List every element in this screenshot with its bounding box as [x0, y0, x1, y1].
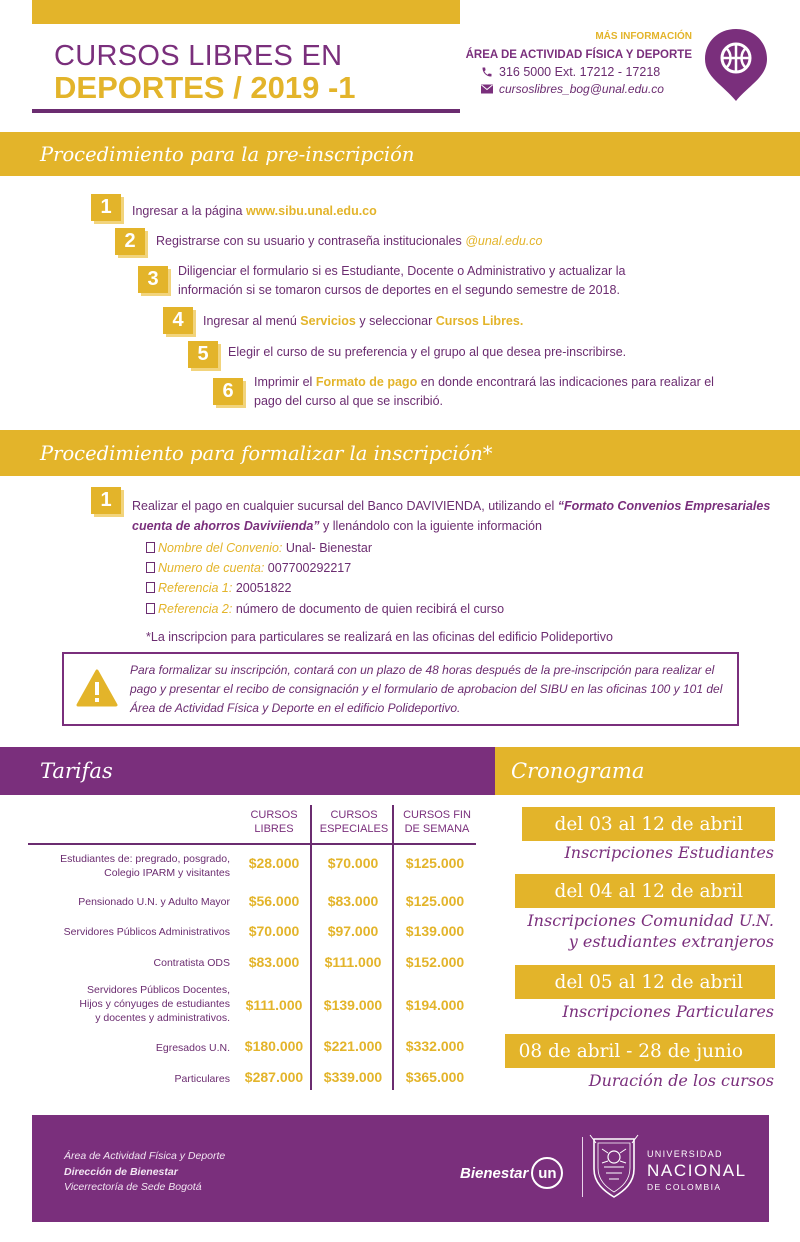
field-label: Numero de cuenta: [158, 561, 265, 575]
step-3-text: Diligenciar el formulario si es Estudiante, Docente o Administrativo y actualizar la información si se tomaron cursos de deportes en el segundo semestre de 2018. [178, 264, 626, 297]
field-label: Referencia 1: [158, 581, 233, 595]
price-cell: $56.000 [248, 893, 300, 909]
footer-line-area: Área de Actividad Física y Deporte [64, 1150, 226, 1162]
field-value: 20051822 [232, 581, 292, 595]
phone-icon [481, 66, 493, 78]
more-info-label: MÁS INFORMACIÓN [595, 31, 692, 42]
row-label-line: Servidores Públicos Docentes, [87, 984, 230, 996]
step-6-pre: Imprimir el [254, 375, 316, 389]
cronograma-label [527, 910, 774, 952]
tarifas-title: Tarifas [40, 759, 113, 783]
row-label-contratista [154, 956, 230, 970]
row-label-line: Hijos y cónyuges de estudiantes [79, 998, 230, 1010]
row-label-line: Egresados U.N. [155, 1042, 230, 1054]
price-cell: $97.000 [327, 923, 379, 939]
formalizar-step-text [132, 496, 772, 536]
cronograma-header [495, 747, 800, 795]
price-cell: $83.000 [248, 954, 300, 970]
step-4-cursos-libres: Cursos Libres. [435, 314, 524, 328]
row-label-egresados [156, 1041, 230, 1055]
title-underline [32, 109, 460, 113]
warning-text: Para formalizar su inscripción, contará con un plazo de 48 horas después de la pre-inscripción para realizar el pago y presentar el recibo de consignación y el formulario de aprobacion del SIBU en las oficinas 100 y 101 del Área de Actividad Física y Deporte en el edificio Polideportivo. [130, 663, 723, 715]
col-head-line: CURSOS [330, 809, 378, 821]
university-line-3: DE COLOMBIA [647, 1182, 722, 1192]
col-head-line: ESPECIALES [319, 823, 389, 835]
step-4-text [203, 312, 523, 331]
basketball-icon [703, 27, 769, 103]
row-label-line: Pensionado U.N. y Adulto Mayor [78, 896, 230, 908]
field-value: número de documento de quien recibirá el curso [232, 602, 505, 616]
col-head-line: CURSOS [250, 809, 298, 821]
cronograma-date-text: del 04 al 12 de abril [554, 880, 743, 902]
top-gold-bar [32, 0, 460, 24]
row-label-line: Colegio IPARM y visitantes [104, 867, 230, 879]
step-6-post: en donde encontrará las indicaciones para realizar el pago del curso al que se inscribió. [254, 375, 714, 408]
mail-icon [481, 84, 493, 94]
university-seal-icon [588, 1133, 640, 1199]
tarifas-header [0, 747, 495, 795]
price-cell: $139.000 [323, 997, 383, 1013]
cronograma-title: Cronograma [511, 759, 645, 783]
cronograma-label-line: Inscripciones Estudiantes [564, 843, 774, 862]
price-cell: $70.000 [327, 855, 379, 871]
title-line-2: DEPORTES / 2019 -1 [54, 70, 356, 105]
preinscripcion-title: Procedimiento para la pre-inscripción [40, 142, 415, 166]
warning-icon [76, 669, 118, 707]
formalizar-title: Procedimiento para formalizar la inscripción* [40, 441, 493, 465]
field-label: Referencia 2: [158, 602, 233, 616]
footer-text [64, 1149, 225, 1196]
step-2-domain: @unal.edu.co [465, 234, 543, 248]
price-cell: $180.000 [244, 1038, 304, 1054]
price-cell: $287.000 [244, 1069, 304, 1085]
field-nombre-convenio [146, 541, 372, 555]
col-head-especiales [313, 808, 395, 836]
formalizar-header [0, 430, 800, 476]
row-label-pensionado [78, 895, 230, 909]
bienestar-logo [460, 1157, 563, 1189]
step-4-servicios: Servicios [300, 314, 356, 328]
price-cell: $194.000 [405, 997, 465, 1013]
cronograma-label-line: y estudiantes extranjeros [568, 932, 774, 951]
step-2-number: 2 [115, 228, 145, 255]
price-cell: $70.000 [248, 923, 300, 939]
row-label-line: y docentes y administrativos. [95, 1012, 230, 1024]
cronograma-label-line: Inscripciones Comunidad U.N. [527, 911, 774, 930]
un-circle-icon: un [531, 1157, 563, 1189]
price-cell: $83.000 [327, 893, 379, 909]
cronograma-label [589, 1070, 774, 1091]
step-6-formato: Formato de pago [315, 375, 418, 389]
field-value: Unal- Bienestar [282, 541, 372, 555]
price-cell: $339.000 [323, 1069, 383, 1085]
info-email[interactable] [481, 82, 664, 96]
checkbox-icon [146, 582, 155, 593]
step-4-mid: y seleccionar [355, 314, 436, 328]
phone-text: 316 5000 Ext. 17212 - 17218 [499, 65, 661, 79]
checkbox-icon [146, 542, 155, 553]
row-label-line: Contratista ODS [153, 957, 230, 969]
bienestar-text: Bienestar [460, 1164, 529, 1182]
row-label-line: Particulares [174, 1073, 230, 1085]
step-2-pre: Registrarse con su usuario y contraseña institucionales [156, 234, 466, 248]
step-5-text: Elegir el curso de su preferencia y el grupo al que desea pre-inscribirse. [228, 345, 627, 359]
row-label-servidores-admin [64, 925, 230, 939]
row-label-estudiantes [60, 852, 230, 880]
step-1-number: 1 [91, 194, 121, 221]
cronograma-date [515, 874, 775, 908]
price-cell: $152.000 [405, 954, 465, 970]
table-header-rule [28, 843, 476, 845]
field-value: 007700292217 [264, 561, 352, 575]
step-1-pre: Ingresar a la página [132, 204, 246, 218]
price-cell: $125.000 [405, 893, 465, 909]
price-cell: $332.000 [405, 1038, 465, 1054]
cronograma-date-text: del 05 al 12 de abril [554, 971, 743, 993]
field-referencia-1 [146, 581, 291, 595]
field-referencia-2 [146, 602, 504, 616]
university-line-1: UNIVERSIDAD [647, 1149, 723, 1159]
col-head-line: CURSOS FIN [403, 809, 471, 821]
col-head-fin-semana [396, 808, 478, 836]
footer-divider [582, 1137, 583, 1197]
checkbox-icon [146, 562, 155, 573]
particulares-note: *La inscripcion para particulares se realizará en las oficinas del edificio Polideportivo [146, 630, 613, 644]
price-cell: $221.000 [323, 1038, 383, 1054]
email-text: cursoslibres_bog@unal.edu.co [499, 82, 664, 96]
col-head-libres [238, 808, 310, 836]
university-line-2: NACIONAL [647, 1161, 747, 1180]
footer-line-direccion: Dirección de Bienestar [64, 1165, 178, 1178]
step-6-text [254, 373, 724, 411]
formalizar-format-name: “Formato Convenios Empresariales cuenta de ahorros Daviviienda” [132, 499, 771, 533]
info-phone [481, 65, 660, 79]
step-1-text [132, 202, 377, 221]
preinscripcion-header [0, 132, 800, 176]
step-4-number: 4 [163, 307, 193, 334]
checkbox-icon [146, 603, 155, 614]
field-numero-cuenta [146, 561, 351, 575]
row-label-line: Servidores Públicos Administrativos [63, 926, 230, 938]
price-cell: $111.000 [245, 997, 303, 1013]
col-head-line: LIBRES [254, 823, 294, 835]
row-label-line: Estudiantes de: pregrado, posgrado, [60, 853, 230, 865]
price-cell: $139.000 [405, 923, 465, 939]
row-label-particulares [175, 1072, 230, 1086]
step-2-text [156, 232, 543, 251]
price-cell: $28.000 [248, 855, 300, 871]
formalizar-post: y llenándolo con la iguiente información [319, 519, 542, 533]
cronograma-label [562, 1001, 774, 1022]
cronograma-date [505, 1034, 775, 1068]
footer-line-vicerrectoria: Vicerrectoría de Sede Bogotá [64, 1181, 202, 1193]
cronograma-date [515, 965, 775, 999]
cronograma-date [522, 807, 775, 841]
step-5-number: 5 [188, 341, 218, 368]
cronograma-label [564, 842, 774, 863]
row-label-docentes [79, 983, 230, 1025]
formalizar-pre: Realizar el pago en cualquier sucursal del Banco DAVIVIENDA, utilizando el [132, 499, 558, 513]
step-3-number: 3 [138, 266, 168, 293]
cronograma-date-text: 08 de abril - 28 de junio [518, 1040, 743, 1062]
field-label: Nombre del Convenio: [158, 541, 283, 555]
step-6-number: 6 [213, 378, 243, 405]
step-4-pre: Ingresar al menú [203, 314, 301, 328]
cronograma-label-line: Duración de los cursos [588, 1071, 774, 1090]
sibu-link[interactable]: www.sibu.unal.edu.co [245, 204, 377, 218]
price-cell: $111.000 [324, 954, 382, 970]
title-line-1: CURSOS LIBRES EN [54, 40, 343, 72]
cronograma-label-line: Inscripciones Particulares [562, 1002, 774, 1021]
col-head-line: DE SEMANA [404, 823, 470, 835]
info-area-name: ÁREA DE ACTIVIDAD FÍSICA Y DEPORTE [465, 49, 692, 61]
price-cell: $125.000 [405, 855, 465, 871]
cronograma-date-text: del 03 al 12 de abril [554, 813, 743, 835]
formalizar-step-number: 1 [91, 487, 121, 514]
price-cell: $365.000 [405, 1069, 465, 1085]
